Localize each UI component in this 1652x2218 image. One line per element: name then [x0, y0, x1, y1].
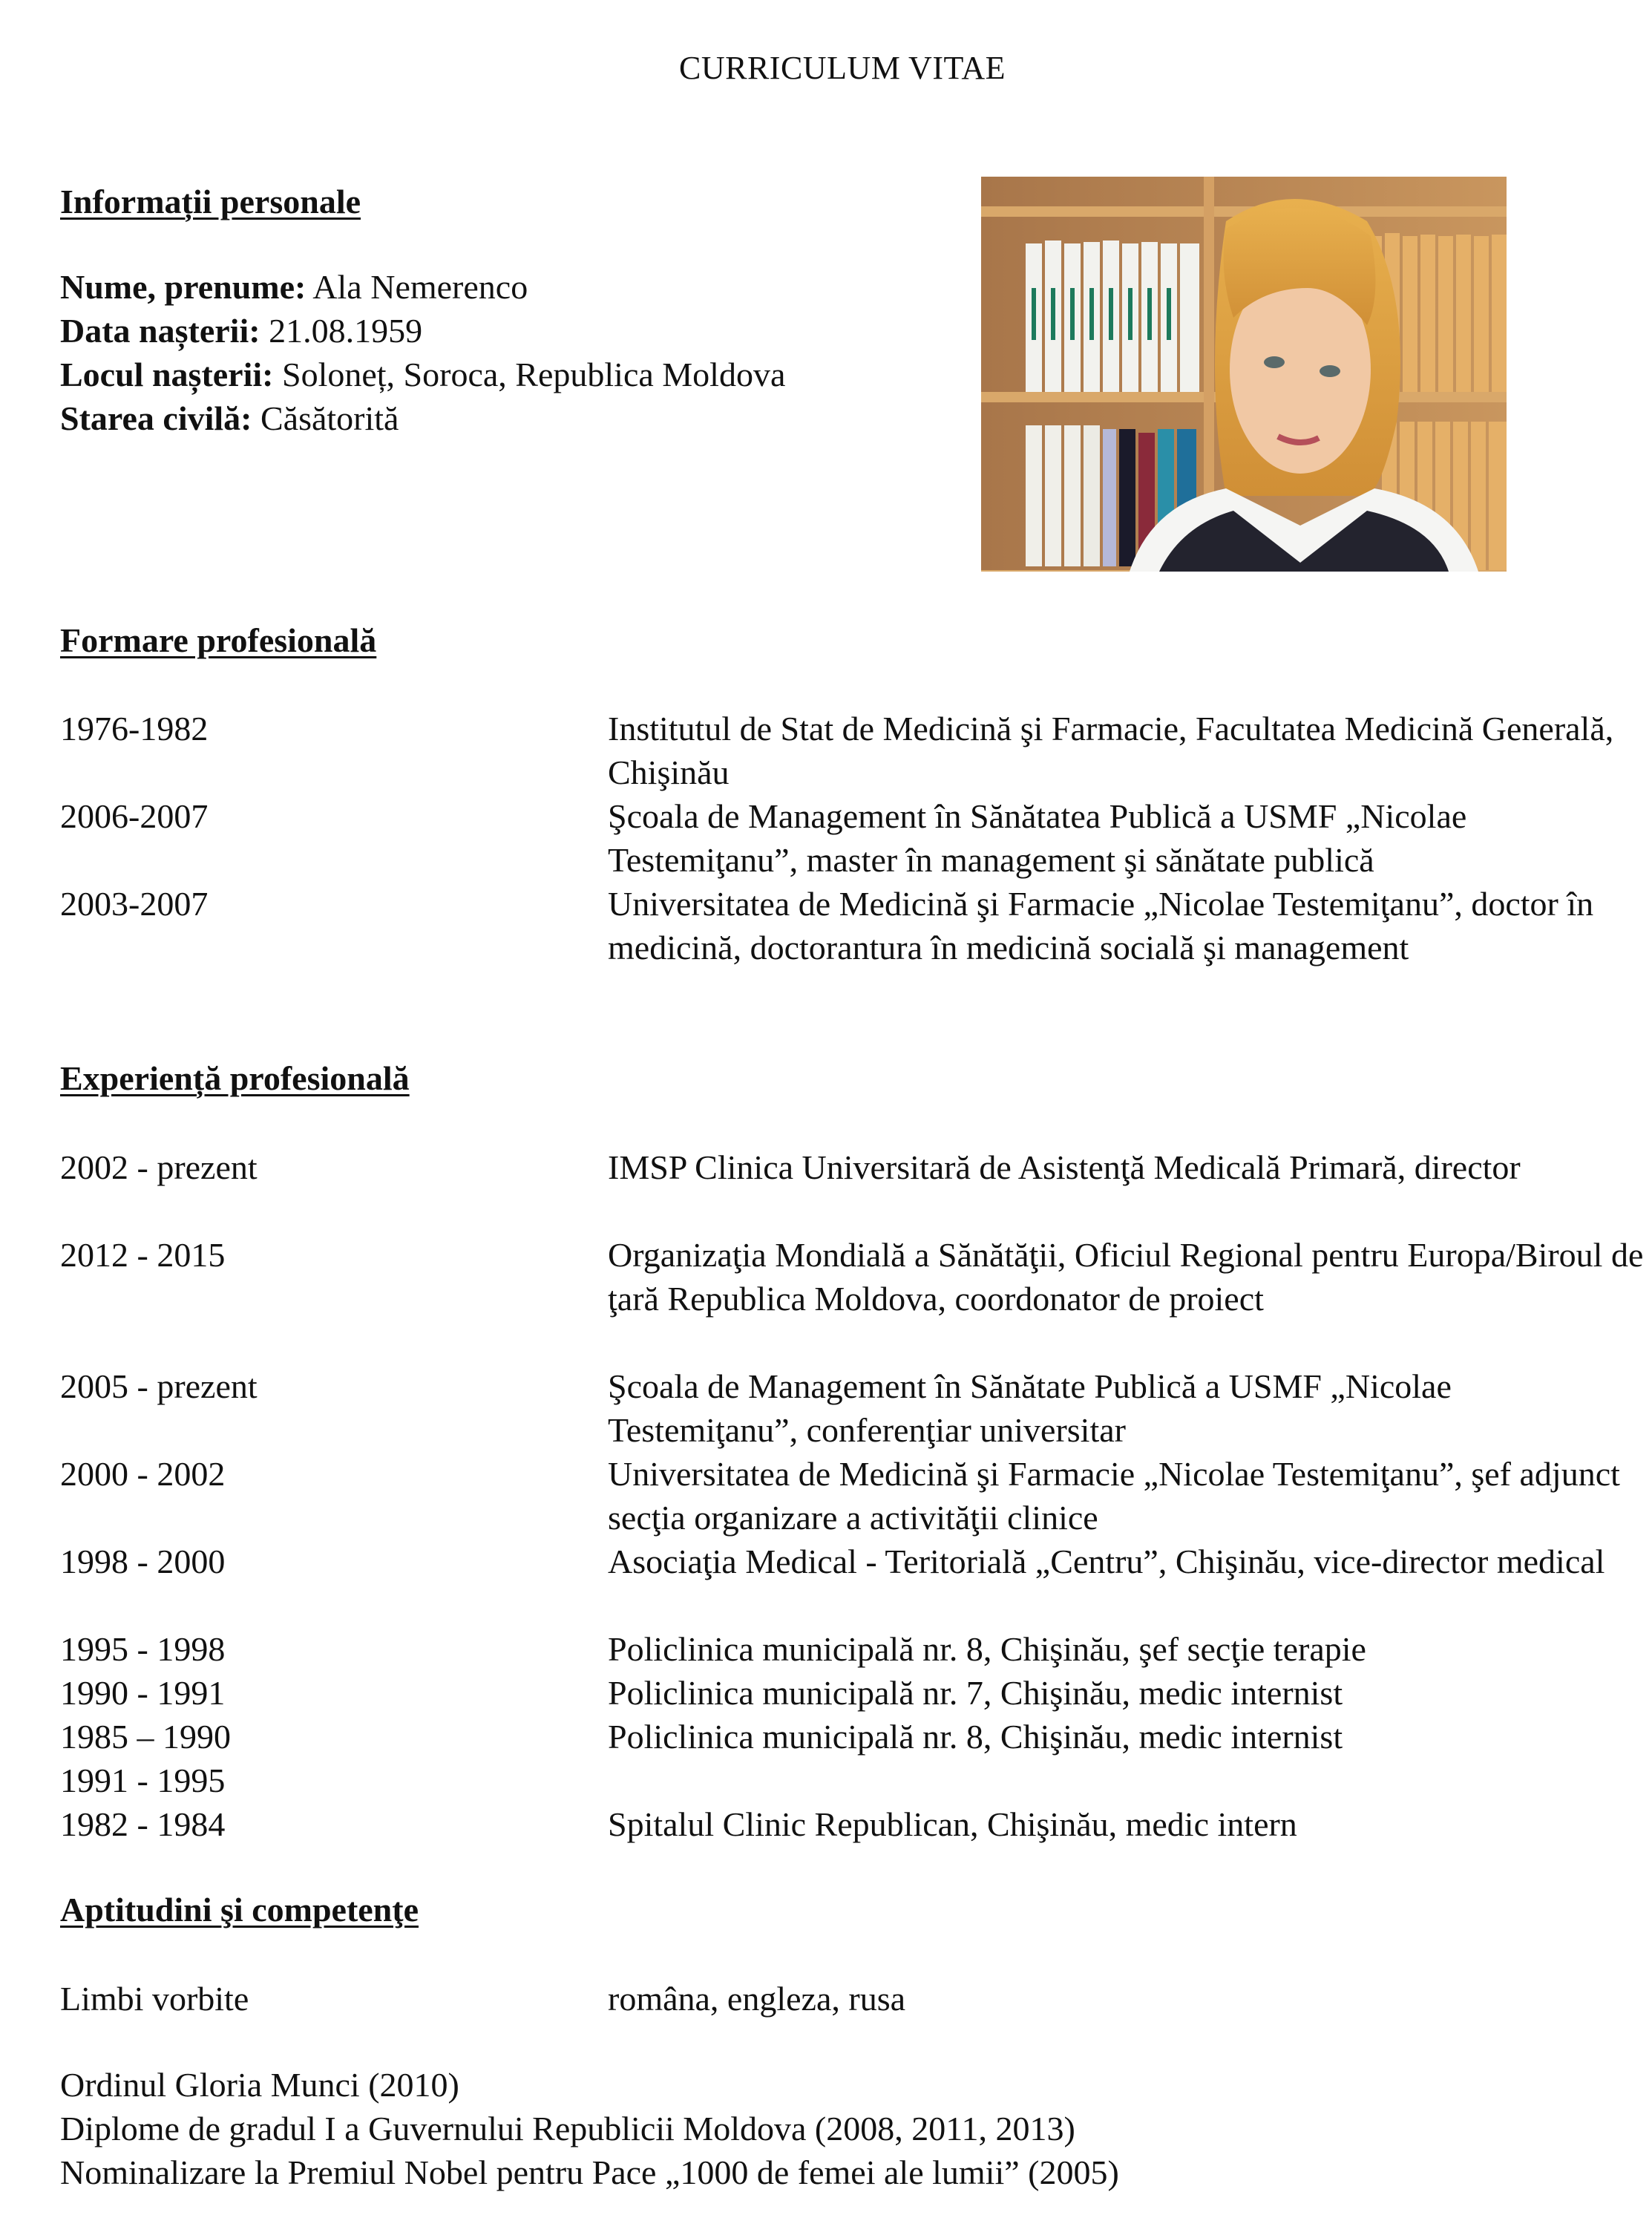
- experience-date: 2002 - prezent: [60, 1148, 258, 1186]
- section-heading-personal: Informații personale: [60, 183, 361, 220]
- section-heading-experience: Experiență profesională: [60, 1059, 410, 1097]
- field-label: Data nașterii:: [60, 312, 260, 350]
- experience-description: Şcoala de Management în Sănătate Publică a USMF „Nicolae Testemiţanu”, conferenţiar universitar: [608, 1367, 1452, 1449]
- experience-date: 1991 - 1995: [60, 1761, 226, 1799]
- experience-date: 1995 - 1998: [60, 1630, 226, 1668]
- experience-date: 2012 - 2015: [60, 1236, 226, 1274]
- field-label: Nume, prenume:: [60, 268, 307, 306]
- education-description: Şcoala de Management în Sănătatea Publică a USMF „Nicolae Testemiţanu”, master în management şi sănătate publică: [608, 797, 1467, 879]
- experience-date: 1982 - 1984: [60, 1805, 226, 1843]
- experience-description: Universitatea de Medicină şi Farmacie „Nicolae Testemiţanu”, şef adjunct secţia organizare a activităţii clinice: [608, 1455, 1620, 1537]
- section-heading-skills: Aptitudini şi competenţe: [60, 1891, 419, 1929]
- experience-description: Policlinica municipală nr. 7, Chişinău, medic internist: [608, 1674, 1343, 1712]
- experience-date: 1990 - 1991: [60, 1674, 226, 1712]
- languages-value: româna, engleza, rusa: [608, 1980, 906, 2018]
- experience-description: Asociaţia Medical - Teritorială „Centru”, Chişinău, vice-director medical: [608, 1543, 1605, 1580]
- field-birth-place: [60, 355, 785, 394]
- field-value: Soloneț, Soroca, Republica Moldova: [273, 356, 786, 393]
- experience-date: 1985 – 1990: [60, 1718, 231, 1756]
- field-value: Ala Nemerenco: [306, 268, 528, 306]
- education-date: 2003-2007: [60, 885, 209, 923]
- portrait-image-icon: [981, 177, 1507, 572]
- document-title: CURRICULUM VITAE: [678, 50, 1006, 86]
- field-civil-status: [60, 399, 399, 438]
- portrait-photo: [981, 177, 1507, 572]
- field-birth-date: [60, 311, 422, 350]
- education-description: Institutul de Stat de Medicină şi Farmacie, Facultatea Medicină Generală, Chişinău: [608, 710, 1614, 791]
- experience-date: 2005 - prezent: [60, 1367, 258, 1405]
- award-item: Diplome de gradul I a Guvernului Republicii Moldova (2008, 2011, 2013): [60, 2110, 1075, 2147]
- field-name: [60, 267, 528, 307]
- experience-date: 1998 - 2000: [60, 1543, 226, 1580]
- field-value: 21.08.1959: [260, 312, 423, 350]
- section-heading-education: Formare profesională: [60, 621, 377, 659]
- award-item: Nominalizare la Premiul Nobel pentru Pace „1000 de femei ale lumii” (2005): [60, 2153, 1119, 2191]
- experience-description: Policlinica municipală nr. 8, Chişinău, şef secţie terapie: [608, 1630, 1366, 1668]
- award-item: Ordinul Gloria Munci (2010): [60, 2066, 459, 2104]
- field-label: Starea civilă:: [60, 399, 252, 437]
- experience-description: IMSP Clinica Universitară de Asistenţă Medicală Primară, director: [608, 1148, 1521, 1186]
- education-description: Universitatea de Medicină şi Farmacie „Nicolae Testemiţanu”, doctor în medicină, doctorantura în medicină socială şi management: [608, 885, 1594, 966]
- experience-description: Organizaţia Mondială a Sănătăţii, Oficiul Regional pentru Europa/Biroul de ţară Republica Moldova, coordonator de proiect: [608, 1236, 1644, 1318]
- languages-label: Limbi vorbite: [60, 1980, 249, 2018]
- field-value: Căsătorită: [252, 399, 399, 437]
- experience-description: Policlinica municipală nr. 8, Chişinău, medic internist: [608, 1718, 1343, 1756]
- experience-date: 2000 - 2002: [60, 1455, 226, 1493]
- education-date: 1976-1982: [60, 710, 209, 747]
- experience-description: Spitalul Clinic Republican, Chişinău, medic intern: [608, 1805, 1297, 1843]
- education-date: 2006-2007: [60, 797, 209, 835]
- field-label: Locul nașterii:: [60, 356, 274, 393]
